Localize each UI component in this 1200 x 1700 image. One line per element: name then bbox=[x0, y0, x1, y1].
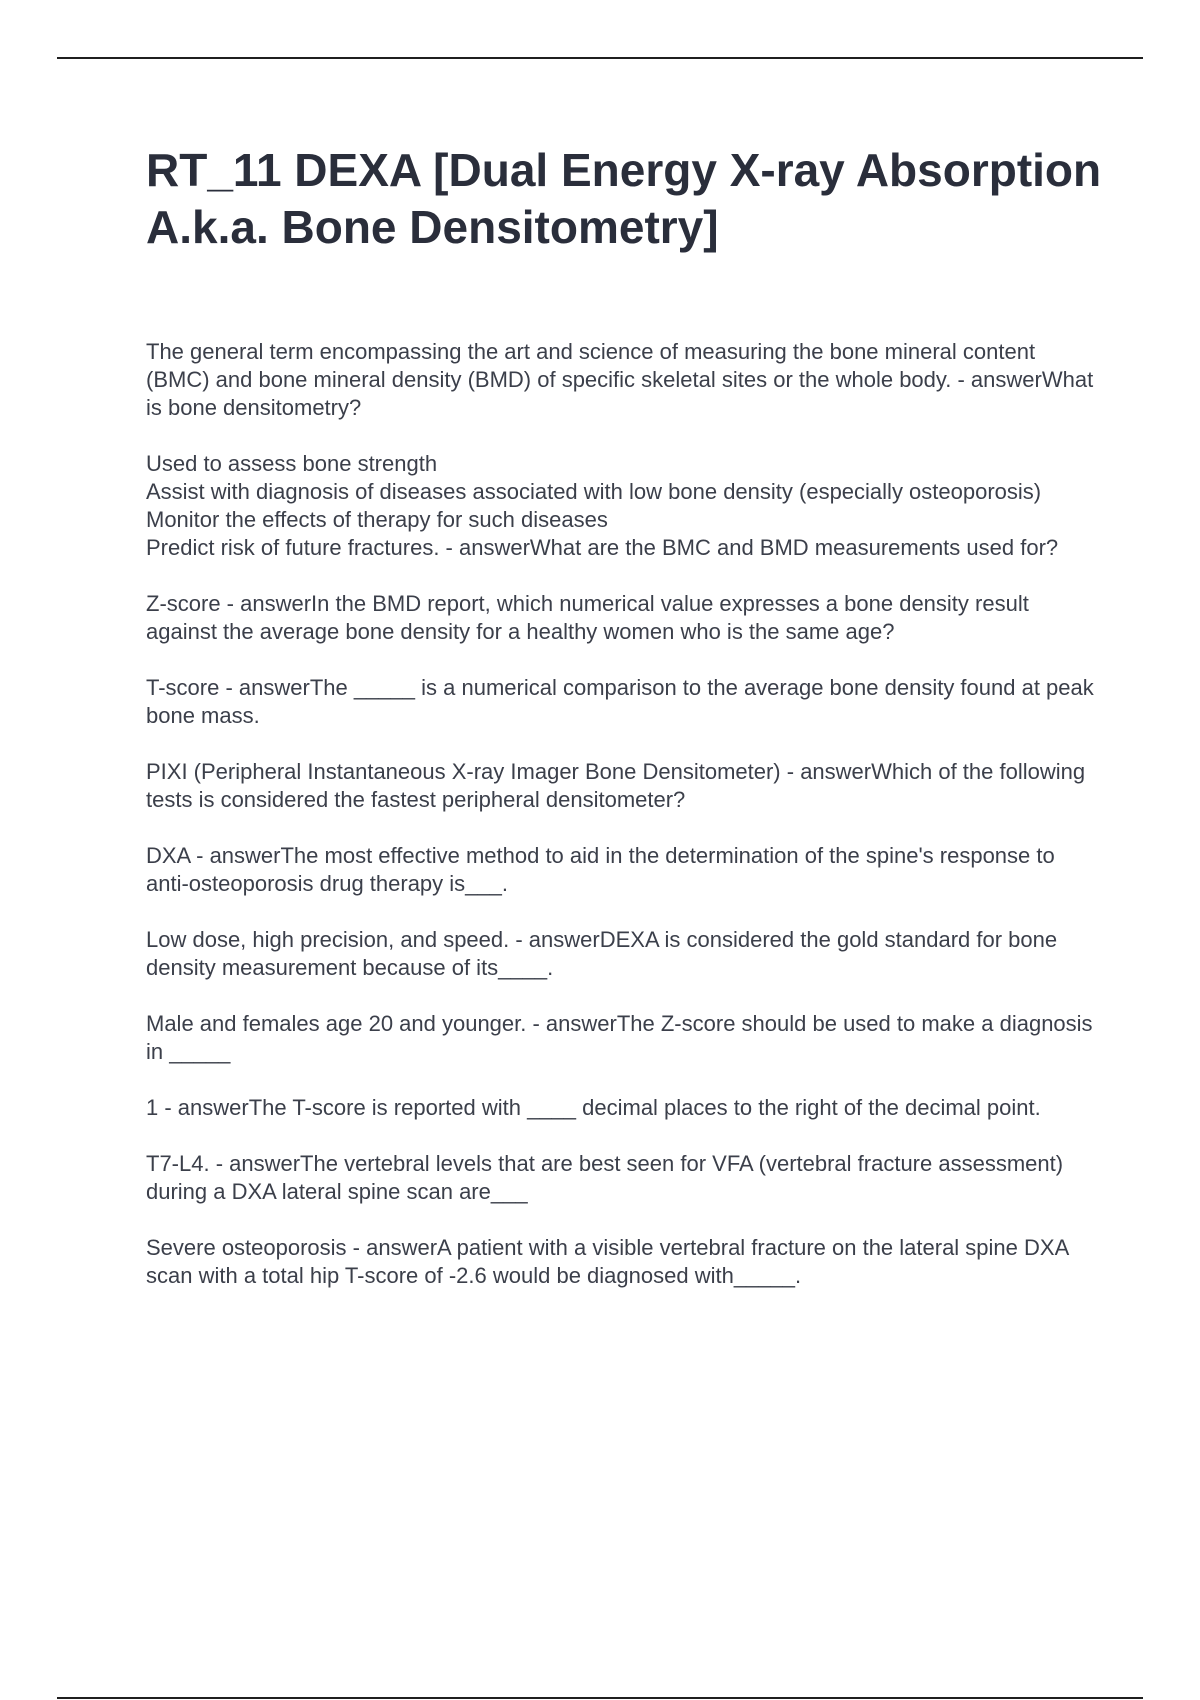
qa-text: Assist with diagnosis of diseases associated with low bone density (especially osteoporosis) bbox=[146, 479, 1042, 504]
qa-entry-5 bbox=[146, 758, 1096, 814]
qa-text: T-score - answerThe _____ is a numerical comparison to the average bone density found at peak bone mass. bbox=[146, 675, 1094, 728]
qa-text: Predict risk of future fractures. - answerWhat are the BMC and BMD measurements used for? bbox=[146, 535, 1059, 560]
qa-entry-6 bbox=[146, 842, 1096, 898]
page-title: RT_11 DEXA [Dual Energy X-ray Absorption A.k.a. Bone Densitometry] bbox=[146, 144, 1102, 253]
qa-entry-7 bbox=[146, 926, 1096, 982]
top-divider bbox=[57, 57, 1143, 59]
qa-entry-10 bbox=[146, 1150, 1096, 1206]
qa-text: The general term encompassing the art and science of measuring the bone mineral content (BMC) and bone mineral density (BMD) of specific skeletal sites or the whole body. - answerWhat is bone densitometry? bbox=[146, 339, 1094, 420]
qa-text: 1 - answerThe T-score is reported with ____ decimal places to the right of the decimal point. bbox=[146, 1095, 1041, 1120]
qa-entry-4 bbox=[146, 674, 1096, 730]
qa-entry-2 bbox=[146, 450, 1096, 562]
bottom-divider bbox=[57, 1697, 1143, 1699]
qa-entry-1 bbox=[146, 338, 1096, 422]
qa-text: Z-score - answerIn the BMD report, which numerical value expresses a bone density result against the average bone density for a healthy women who is the same age? bbox=[146, 591, 1029, 644]
qa-entry-11 bbox=[146, 1234, 1096, 1290]
qa-text: DXA - answerThe most effective method to aid in the determination of the spine's response to anti-osteoporosis drug therapy is___. bbox=[146, 843, 1055, 896]
qa-text: Used to assess bone strength bbox=[146, 451, 438, 476]
qa-text: Low dose, high precision, and speed. - answerDEXA is considered the gold standard for bone density measurement because of its____. bbox=[146, 927, 1058, 980]
qa-text: T7-L4. - answerThe vertebral levels that are best seen for VFA (vertebral fracture assessment) during a DXA lateral spine scan are___ bbox=[146, 1151, 1064, 1204]
qa-entry-3 bbox=[146, 590, 1096, 646]
qa-text: PIXI (Peripheral Instantaneous X-ray Imager Bone Densitometer) - answerWhich of the following tests is considered the fastest peripheral densitometer? bbox=[146, 759, 1086, 812]
qa-text: Male and females age 20 and younger. - answerThe Z-score should be used to make a diagnosis in _____ bbox=[146, 1011, 1093, 1064]
qa-entry-9 bbox=[146, 1094, 1096, 1122]
qa-entry-8 bbox=[146, 1010, 1096, 1066]
qa-text: Severe osteoporosis - answerA patient with a visible vertebral fracture on the lateral spine DXA scan with a total hip T-score of -2.6 would be diagnosed with_____. bbox=[146, 1235, 1069, 1288]
qa-text: Monitor the effects of therapy for such diseases bbox=[146, 507, 608, 532]
qa-list bbox=[146, 338, 1096, 1318]
